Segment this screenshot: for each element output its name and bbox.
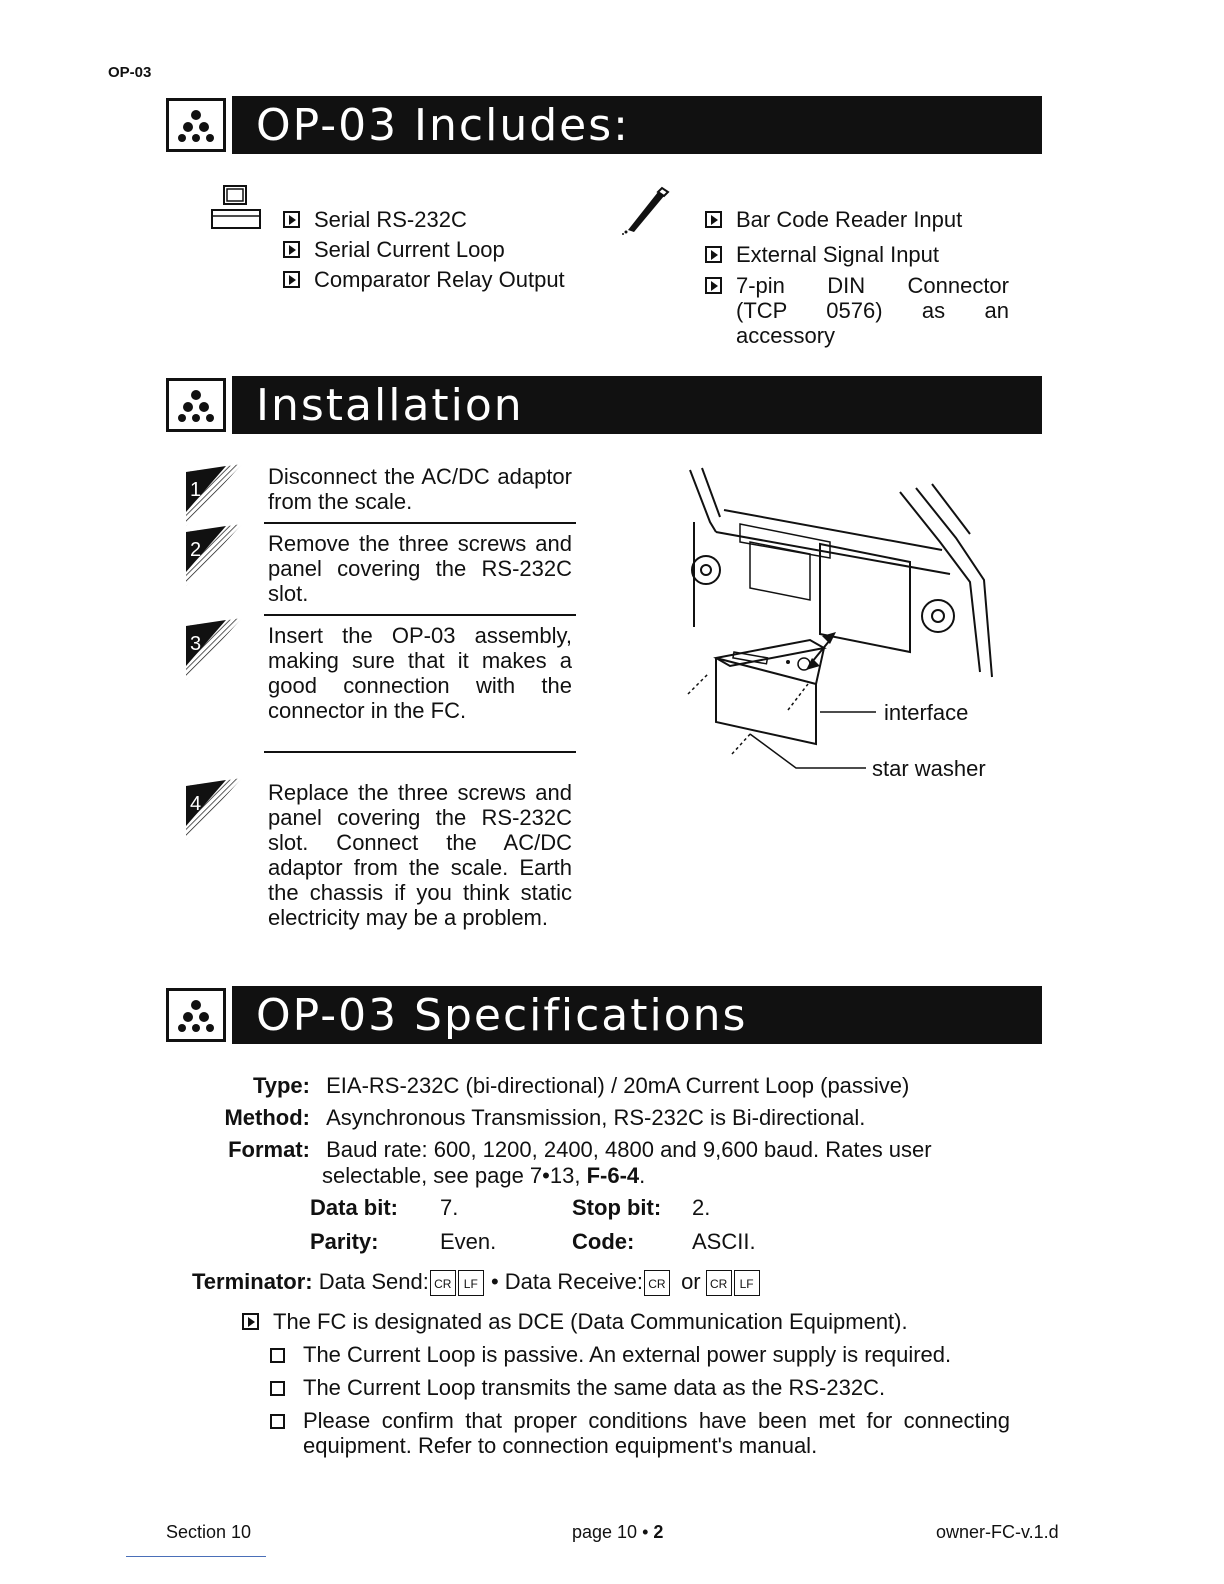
play-box-icon <box>283 211 300 228</box>
lf-key-icon: LF <box>734 1270 760 1296</box>
includes-right-list <box>705 202 1009 348</box>
note-item: The Current Loop is passive. An external power supply is required. <box>270 1342 1010 1367</box>
step-divider <box>264 751 576 753</box>
spec-stop-bit: Stop bit: 2. <box>572 1195 711 1220</box>
spec-terminator: Terminator: Data Send: CR LF • Data Receive: CR or CR LF <box>192 1268 761 1296</box>
spec-parity: Parity: Even. <box>310 1229 497 1254</box>
play-box-icon <box>705 246 722 263</box>
play-box-icon <box>283 271 300 288</box>
step-divider <box>264 522 576 524</box>
list-item: Serial Current Loop <box>283 232 565 262</box>
play-box-icon <box>705 277 722 294</box>
spec-format: Format: Baud rate: 600, 1200, 2400, 4800 and 9,600 baud. Rates user <box>228 1137 932 1162</box>
includes-title: OP-03 Includes: <box>232 96 1042 154</box>
checkbox-square-icon <box>270 1348 285 1363</box>
list-item: External Signal Input <box>705 237 1009 267</box>
list-item: Serial RS-232C <box>283 202 565 232</box>
step-divider <box>264 614 576 616</box>
diagram-label-interface: interface <box>884 700 969 725</box>
checkbox-square-icon <box>270 1381 285 1396</box>
step-4-text: Replace the three screws and panel covering the RS-232C slot. Connect the AC/DC adaptor from the scale. Earth the chassis if you think static electricity may be a problem. <box>268 780 572 930</box>
step-4-marker <box>186 778 244 848</box>
spec-data-bit: Data bit: 7. <box>310 1195 459 1220</box>
footer-rule <box>126 1556 266 1557</box>
svg-text:1: 1 <box>190 479 202 501</box>
footer-section: Section 10 <box>166 1522 252 1542</box>
lf-key-icon: LF <box>458 1270 484 1296</box>
footer-page: page 10 • 2 <box>572 1522 664 1542</box>
play-box-icon <box>705 211 722 228</box>
svg-text:4: 4 <box>190 793 202 815</box>
step-1-text: Disconnect the AC/DC adaptor from the scale. <box>268 464 572 514</box>
spec-method: Method: Asynchronous Transmission, RS-232C is Bi-directional. <box>224 1105 866 1130</box>
note-item: The Current Loop transmits the same data as the RS-232C. <box>270 1375 1010 1400</box>
footer-doc-id: owner-FC-v.1.d <box>936 1522 1059 1542</box>
dots-logo-icon <box>166 988 226 1042</box>
svg-text:2: 2 <box>190 539 202 561</box>
cr-key-icon: CR <box>706 1270 732 1296</box>
svg-text:3: 3 <box>190 633 202 655</box>
specifications-title: OP-03 Specifications <box>232 986 1042 1044</box>
step-2-text: Remove the three screws and panel covering the RS-232C slot. <box>268 531 572 606</box>
step-2-marker <box>186 524 244 594</box>
step-3-text: Insert the OP-03 assembly, making sure that it makes a good connection with the connector in the FC. <box>268 623 572 723</box>
dots-logo-icon <box>166 98 226 152</box>
play-box-icon <box>283 241 300 258</box>
running-head: OP-03 <box>108 64 152 81</box>
spec-format-line2: selectable, see page 7•13, F-6-4. <box>322 1163 646 1188</box>
list-item: Bar Code Reader Input <box>705 202 1009 232</box>
format-reference: F-6-4 <box>586 1163 640 1188</box>
dots-logo-icon <box>166 378 226 432</box>
diagram-label-star-washer: star washer <box>872 756 986 781</box>
installation-banner <box>166 376 1042 434</box>
list-item: 7-pin DIN Connector (TCP 0576) as an accessory <box>705 268 1009 348</box>
dce-note: The FC is designated as DCE (Data Communication Equipment). <box>242 1304 1042 1334</box>
play-box-icon <box>242 1313 259 1330</box>
computer-icon <box>210 184 262 237</box>
pen-icon <box>620 186 672 241</box>
spec-type: Type: EIA-RS-232C (bi-directional) / 20mA Current Loop (passive) <box>252 1073 910 1098</box>
cr-key-icon: CR <box>644 1270 670 1296</box>
specifications-banner <box>166 986 1042 1044</box>
includes-banner <box>166 96 1042 154</box>
note-item: Please confirm that proper conditions have been met for connecting equipment. Refer to connection equipment's manual. <box>270 1408 1010 1458</box>
installation-title: Installation <box>232 376 1042 434</box>
cr-key-icon: CR <box>430 1270 456 1296</box>
installation-diagram <box>680 462 1010 777</box>
list-item: Comparator Relay Output <box>283 262 565 292</box>
includes-left-list <box>283 202 565 292</box>
step-3-marker <box>186 618 244 688</box>
checkbox-square-icon <box>270 1414 285 1429</box>
spec-code: Code: ASCII. <box>572 1229 756 1254</box>
